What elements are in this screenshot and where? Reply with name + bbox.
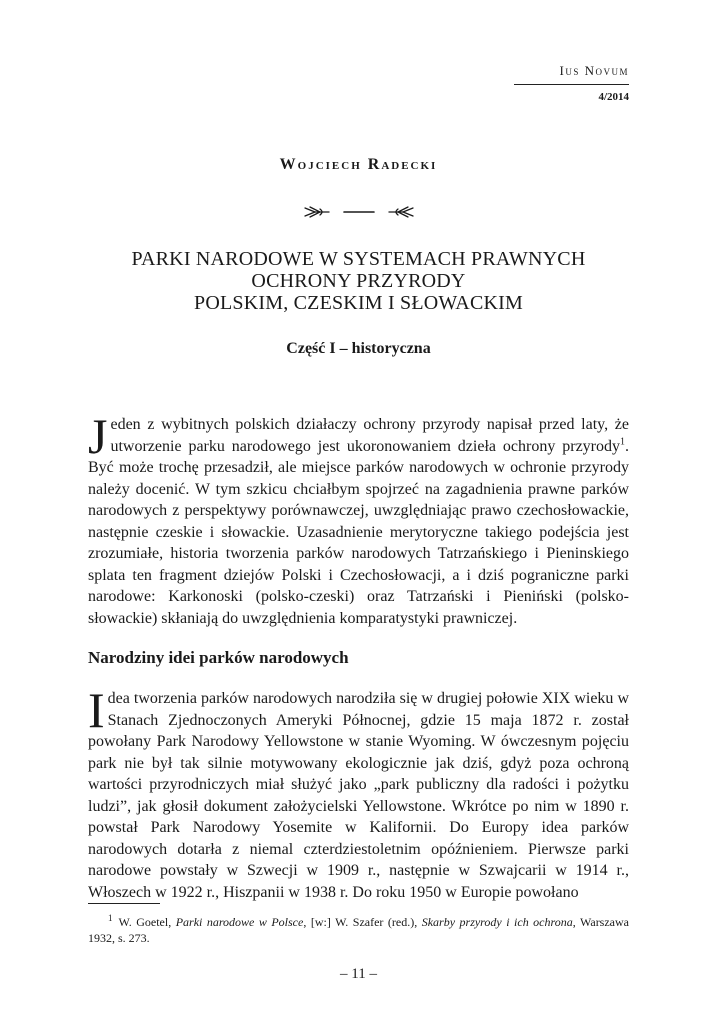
ornament [0, 202, 717, 227]
journal-header [560, 62, 629, 80]
footnote-tail: , Warszawa 1932, s. 273. [88, 915, 629, 945]
issue-number: 4/2014 [598, 91, 629, 103]
footnote-number: 1 [108, 913, 113, 923]
header-rule [514, 84, 629, 85]
section-heading: Narodziny idei parków narodowych [88, 648, 349, 667]
footnote-ref[interactable]: 1 [620, 436, 625, 448]
article-title [0, 248, 717, 314]
title-line-3: POLSKIM, CZESKIM I SŁOWACKIM [194, 292, 523, 314]
footnote-author: W. Goetel, [118, 915, 172, 929]
author-name: Wojciech Radecki [279, 156, 438, 173]
section-text: dea tworzenia parków narodowych narodziła się w drugiej połowie XIX wieku w Stanach Zjednoczonych Ameryki Północnej, gdzie 15 maja 1872 r. został powołany Park Narodowy Yellowstone w stanie Wyoming. W ówczesnym pojęciu park nie był tak silnie motywowany ekologicznie jak dziś, gdyż poza ochroną wartości przyrodniczych miał służyć jako „park publiczny dla radości i pożytku ludzi”, jak głosił dokument założycielski Yellowstone. Wkrótce po nim w 1890 r. powstał Park Narodowy Yosemite w Kalifornii. Do Europy idea parków narodowych dotarła z niemal czterdziestoletnim opóźnieniem. Pierwsze parki narodowe powstały w Szwecji w 1909 r., następnie w Szwajcarii w 1914 r., Włoszech w 1922 r., Hiszpanii w 1938 r. Do roku 1950 w Europie powołano [88, 690, 629, 901]
fleuron-divider-icon [299, 202, 419, 222]
intro-paragraph [88, 408, 629, 629]
title-line-1: PARKI NARODOWE W SYSTEMACH PRAWNYCH [131, 248, 586, 270]
page-number: – 11 – [340, 966, 377, 982]
article-subtitle: Część I – historyczna [286, 340, 431, 357]
section-paragraph [88, 682, 629, 903]
footnote-rule [88, 903, 160, 904]
journal-name: Ius Novum [559, 63, 629, 78]
footnote-work-2: Skarby przyrody i ich ochrona [421, 915, 573, 929]
title-line-2: OCHRONY PRZYRODY [251, 270, 466, 292]
footnote [88, 910, 629, 946]
footnote-work-1: Parki narodowe w Polsce [175, 915, 304, 929]
intro-text-continued: . Być może trochę przesadził, ale miejsce parków narodowych w ochronie przyrody należy docenić. W tym szkicu chciałbym spojrzeć na zagadnienia prawne parków narodowych z perspektywy porównawczej, uwzględniając prawo czechosłowackie, następnie czeskie i słowackie. Uzasadnienie merytoryczne takiego podejścia jest zrozumiałe, historia tworzenia parków narodowych Tatrzańskiego i Pieninskiego splata ten fragment dziejów Polski i Czechosłowacji, a i dziś pograniczne parki narodowe: Karkonoski (polsko-czeski) oraz Tatrzański i Pieniński (polsko-słowackie) skłaniają do uwzględnienia komparatystyki prawniczej. [88, 437, 629, 627]
dropcap: I [88, 682, 105, 738]
dropcap: J [88, 408, 108, 464]
footnote-mid: , [w:] W. Szafer (red.), [303, 915, 418, 929]
intro-text: eden z wybitnych polskich działaczy ochrony przyrody napisał przed laty, że utworzenie parku narodowego jest ukoronowaniem dzieła ochrony przyrody [110, 416, 629, 455]
